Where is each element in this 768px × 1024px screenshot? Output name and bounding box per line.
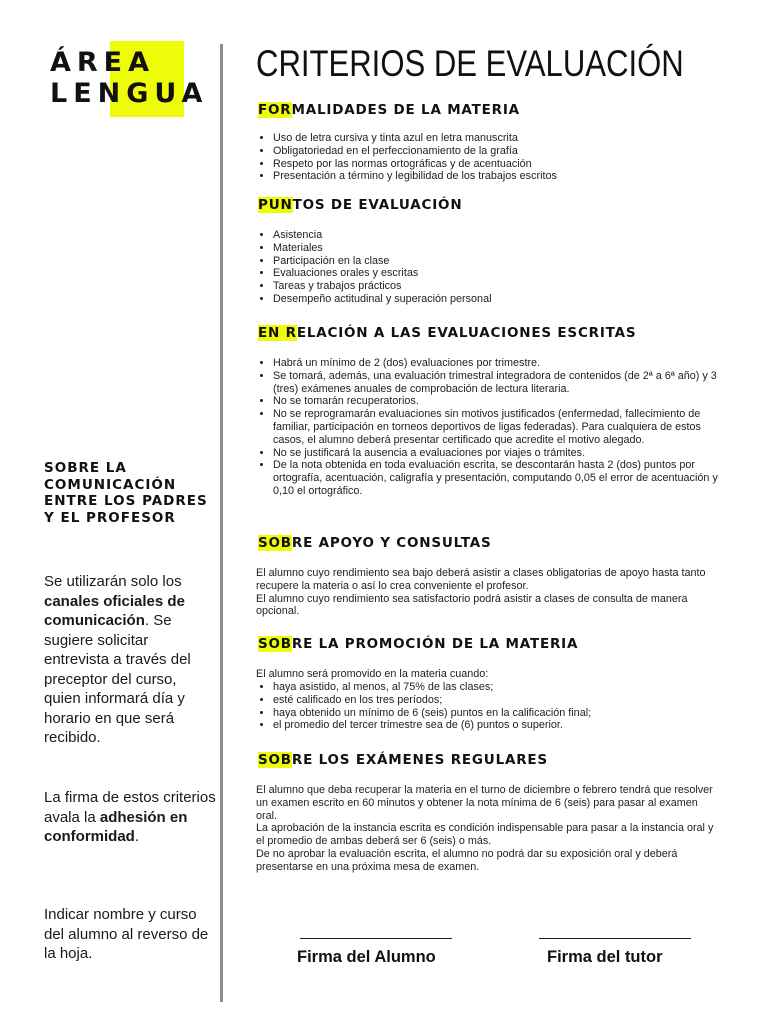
title-rest: RE APOYO Y CONSULTAS xyxy=(291,535,492,551)
channels-text-bold: canales oficiales de comunicación xyxy=(44,592,185,629)
list-item: • Se tomará, además, una evaluación trimestral integradora de contenidos (de 2ª a 6ª año) y 3 (tres) exámenes anuales de comprobación de lectura literaria. xyxy=(273,370,733,396)
list-item: • haya asistido, al menos, al 75% de las clases; xyxy=(273,681,733,694)
paragraph-line: El alumno que deba recuperar la materia en el turno de diciembre o febrero tendrá que resolver un examen escrito en 60 minutos y obtener la nota mínima de 6 (seis) para pasar al examen oral. xyxy=(256,784,713,822)
paragraph-line: El alumno cuyo rendimiento sea satisfactorio podrá asistir a clases de consulta de manera opcional. xyxy=(256,592,688,618)
list-item: • esté calificado en los tres períodos; xyxy=(273,694,733,707)
formalidades-list xyxy=(258,132,733,183)
list-item: • Participación en la clase xyxy=(273,255,733,268)
signature-note-text xyxy=(44,788,216,847)
title-rest: RE LA PROMOCIÓN DE LA MATERIA xyxy=(291,636,579,652)
title-rest: RE LOS EXÁMENES REGULARES xyxy=(291,752,548,768)
list-item: • Presentación a término y legibilidad de los trabajos escritos xyxy=(273,170,733,183)
section-title-regulares xyxy=(258,752,548,769)
title-highlight: EN R xyxy=(258,325,297,341)
page-title: CRITERIOS DE EVALUACIÓN xyxy=(256,43,684,84)
tutor-signature-line xyxy=(539,938,691,939)
title-highlight: SOB xyxy=(258,752,292,768)
list-item: • Respeto por las normas ortográficas y de acentuación xyxy=(273,158,733,171)
logo-line-2: LENGUA xyxy=(50,78,209,109)
list-item: • Obligatoriedad en el perfeccionamiento de la grafía xyxy=(273,145,733,158)
title-rest: MALIDADES DE LA MATERIA xyxy=(291,102,520,118)
list-item: • Materiales xyxy=(273,242,733,255)
list-item: • Asistencia xyxy=(273,229,733,242)
promocion-intro: El alumno será promovido en la materia cuando: xyxy=(256,668,489,680)
title-rest: TOS DE EVALUACIÓN xyxy=(292,197,463,213)
communication-channels-text xyxy=(44,572,216,748)
title-highlight: SOB xyxy=(258,535,292,551)
area-logo xyxy=(50,47,208,109)
section-title-puntos xyxy=(258,197,462,214)
section-title-promocion xyxy=(258,636,578,653)
title-rest: ELACIÓN A LAS EVALUACIONES ESCRITAS xyxy=(296,325,637,341)
promocion-list xyxy=(258,681,733,732)
tutor-signature-label: Firma del tutor xyxy=(547,948,663,966)
list-item: • Evaluaciones orales y escritas xyxy=(273,267,733,280)
paragraph-line: El alumno cuyo rendimiento sea bajo deberá asistir a clases obligatorias de apoyo hasta tanto recupere la materia o así lo crea conveniente el profesor. xyxy=(256,567,706,592)
logo-line-1: ÁREA xyxy=(50,47,156,78)
channels-text-end: . Se sugiere solicitar entrevista a través del preceptor del curso, quien informará día y horario en que será recibido. xyxy=(44,612,191,746)
column-divider xyxy=(220,44,223,1002)
list-item: • No se reprogramarán evaluaciones sin motivos justificados (enfermedad, fallecimiento de familiar, participación en torneos deportivos de ligas federadas). Para cualquiera de estos casos, el alumno deberá presentar certificado que acredite el motivo alegado. xyxy=(273,408,733,446)
puntos-list xyxy=(258,229,733,306)
apoyo-text xyxy=(256,567,716,618)
signature-note-end: . xyxy=(134,828,140,845)
list-item: • Desempeño actitudinal y superación personal xyxy=(273,293,733,306)
signature-note-bold: adhesión en conformidad xyxy=(44,808,188,845)
regulares-text xyxy=(256,784,716,874)
title-highlight: SOB xyxy=(258,636,292,652)
channels-text-start: Se utilizarán solo los xyxy=(44,573,182,590)
list-item: • haya obtenido un mínimo de 6 (seis) puntos en la calificación final; xyxy=(273,707,733,720)
escritas-list xyxy=(258,357,733,498)
list-item: • Habrá un mínimo de 2 (dos) evaluaciones por trimestre. xyxy=(273,357,733,370)
student-signature-label: Firma del Alumno xyxy=(297,948,436,966)
paragraph-line: De no aprobar la evaluación escrita, el alumno no podrá dar su exposición oral y deberá presentarse en una próxima mesa de examen. xyxy=(256,847,678,873)
student-signature-line xyxy=(300,938,452,939)
list-item: • Tareas y trabajos prácticos xyxy=(273,280,733,293)
section-title-apoyo xyxy=(258,535,492,552)
list-item: • No se tomarán recuperatorios. xyxy=(273,395,733,408)
section-title-formalidades xyxy=(258,102,520,119)
section-title-escritas xyxy=(258,325,636,342)
name-reverse-note: Indicar nombre y curso del alumno al reverso de la hoja. xyxy=(44,906,209,962)
list-item: • Uso de letra cursiva y tinta azul en letra manuscrita xyxy=(273,132,733,145)
title-highlight: PUN xyxy=(258,197,293,213)
list-item: • De la nota obtenida en toda evaluación escrita, se descontarán hasta 2 (dos) puntos por ortografía, acentuación, caligrafía y presentación, computando 0,05 el error de acentuación y 0,10 el ortográfico. xyxy=(273,459,733,497)
list-item: • No se justificará la ausencia a evaluaciones por viajes o trámites. xyxy=(273,447,733,460)
list-item: • el promedio del tercer trimestre sea de (6) puntos o superior. xyxy=(273,719,733,732)
paragraph-line: La aprobación de la instancia escrita es condición indispensable para pasar a la instancia oral y el promedio de ambas deberá ser 6 (seis) o más. xyxy=(256,822,714,848)
communication-heading: SOBRE LA COMUNICACIÓN ENTRE LOS PADRES Y EL PROFESOR xyxy=(44,460,208,526)
signature-note-start: La firma de estos criterios avala la xyxy=(44,789,216,826)
title-highlight: FOR xyxy=(258,102,292,118)
